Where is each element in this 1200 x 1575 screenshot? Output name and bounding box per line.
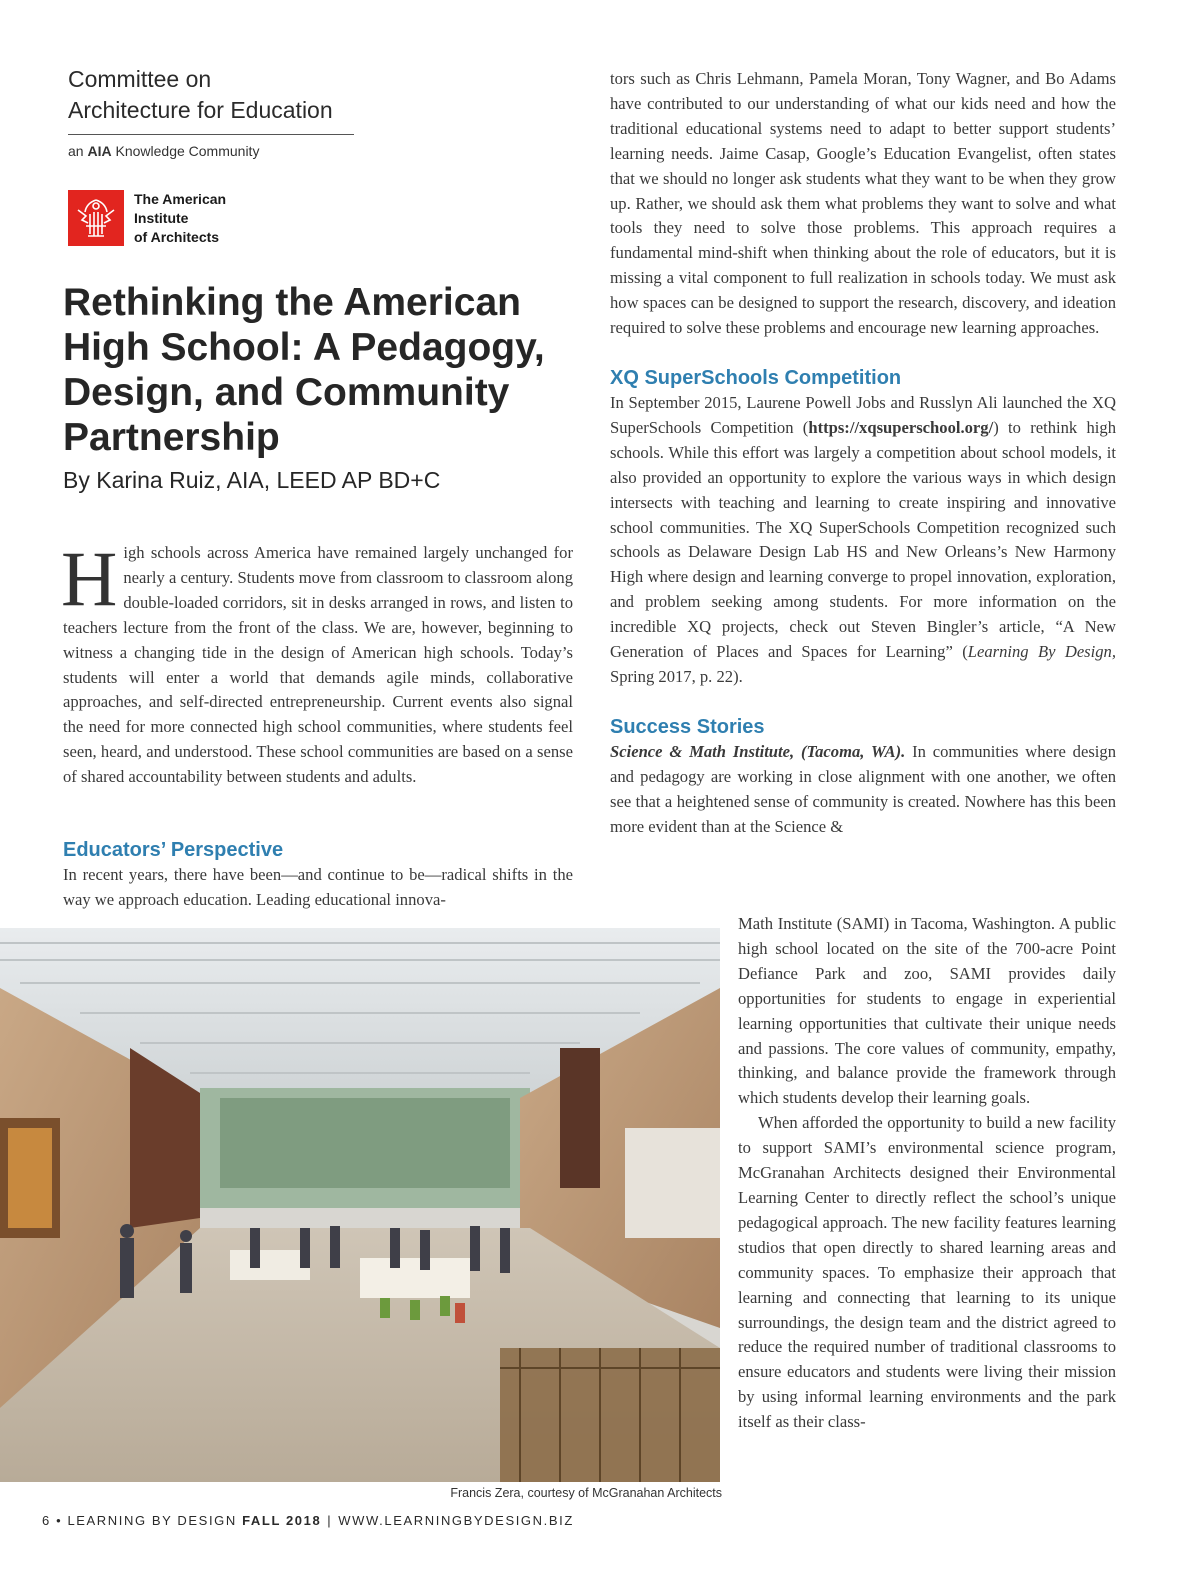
- issue-label: FALL 2018: [242, 1513, 322, 1528]
- xq-text-c: Spring 2017, p. 22).: [610, 666, 743, 686]
- educators-paragraph: In recent years, there have been—and continue to be—radical shifts in the way we approach education. Leading educational innova-: [63, 865, 573, 909]
- learning-center-photo: [0, 928, 720, 1482]
- aia-name-line-1: The American: [134, 191, 227, 207]
- knowledge-prefix: an: [68, 143, 84, 159]
- success-paragraph-2: When afforded the opportunity to build a new facility to support SAMI’s environmental science program, McGranahan Architects designed their Environmental Learning Center to directly reflect the school’s unique pedagogical approach. The new facility features learning studios that open directly to shared learning areas and community spaces. To emphasize their approach that learning and connecting that learning to its unique surroundings, the design team and the district agreed to reduce the required number of traditional classrooms to ensure educators and students were living their mission by using informal learning environments and the park itself as their class-: [738, 1113, 1116, 1432]
- success-paragraph-1: [610, 740, 1116, 840]
- intro-text: igh schools across America have remained largely unchanged for nearly a century. Students move from classroom to classroom along double-loaded corridors, sit in desks arranged in rows, and listen to teachers lecture from the front of the class. We are, however, beginning to witness a changing tide in the design of American high schools. Today’s students will enter a world that demands agile minds, collaborative approaches, and self-directed entrepreneurship. Current events also signal the need for more connected high school communities, where students feel seen, heard, and understood. These school communities are based on a sense of shared accountability between students and adults.: [63, 543, 573, 787]
- page-footer: [42, 1513, 574, 1528]
- drop-cap: H: [61, 535, 118, 622]
- right-column: [610, 67, 1116, 839]
- article-byline: By Karina Ruiz, AIA, LEED AP BD+C: [63, 467, 441, 493]
- xq-paragraph: [610, 391, 1116, 690]
- photo-illustration: [0, 928, 720, 1482]
- success-text-1a: In communities where design and pedagogy are working in close alignment with one another, we often see that a heightened sense of community is created. Nowhere has this been more evident than at the Science &: [610, 741, 1116, 836]
- footer-bullet: •: [56, 1513, 63, 1528]
- article-title: Rethinking the American High School: A Pedagogy, Design, and Community Partnership: [63, 281, 545, 459]
- xq-text-b: ) to rethink high schools. While this effort was largely a competition about school models, it also provided an opportunity to explore the various ways in which design intersects with teaching and learning to create inspiring and innovative school communities. The XQ SuperSchools Competition recognized such schools as Delaware Design Lab HS and New Orleans’s New Harmony High where design and learning converge to propel innovation, exploration, and problem seeking among students. For more information on the incredible XQ projects, check out Steven Bingler’s article, “A New Generation of Places and Spaces for Learning” (: [610, 417, 1116, 662]
- aia-name-line-2: Institute: [134, 210, 189, 226]
- intro-column: [61, 535, 573, 790]
- magazine-name: LEARNING BY DESIGN: [67, 1513, 237, 1528]
- footer-divider: |: [327, 1513, 333, 1528]
- xq-text-a: In September 2015, Laurene Powell Jobs and Russlyn Ali launched the XQ SuperSchools Competition (: [610, 392, 1116, 437]
- committee-line-1: Committee on: [68, 66, 212, 92]
- success-text-1b: Math Institute (SAMI) in Tacoma, Washington. A public high school located on the site of the 700-acre Point Defiance Park and zoo, SAMI provides daily opportunities for students to engage in experiential learning opportunities that cultivate their unique needs and passions. The core values of community, empathy, thinking, and balance provide the framework through which students develop their learning goals.: [738, 914, 1116, 1108]
- aia-name-line-3: of Architects: [134, 229, 220, 245]
- success-heading: Success Stories: [610, 715, 765, 738]
- xq-link[interactable]: https://xqsuperschool.org/: [808, 417, 994, 437]
- website[interactable]: WWW.LEARNINGBYDESIGN.BIZ: [338, 1513, 574, 1528]
- committee-header: [68, 64, 358, 159]
- knowledge-community-line: [68, 143, 358, 159]
- photo-caption: Francis Zera, courtesy of McGranahan Architects: [450, 1486, 722, 1500]
- knowledge-suffix: Knowledge Community: [115, 143, 260, 159]
- xq-section: [610, 365, 1116, 690]
- intro-paragraph: [61, 535, 573, 790]
- committee-line-2: Architecture for Education: [68, 97, 333, 123]
- xq-publication: Learning By Design,: [967, 642, 1116, 662]
- aia-logo: [68, 190, 226, 247]
- educators-heading: Educators’ Perspective: [63, 839, 284, 861]
- aia-name: [134, 190, 226, 247]
- aia-eagle-icon: [68, 190, 124, 246]
- educators-column: [63, 837, 573, 913]
- page-number: 6: [42, 1513, 51, 1528]
- committee-rule: [68, 134, 354, 135]
- right-column-wrap: [738, 912, 1116, 1435]
- educators-continued: tors such as Chris Lehmann, Pamela Moran, Tony Wagner, and Bo Adams have contributed to our understanding of what our kids need and how the traditional educational systems need to adapt to better support students’ learning needs. Jaime Casap, Google’s Education Evangelist, often states that we should no longer ask students what they want to be when they grow up. Rather, we should ask them what problems they want to solve and what tools they need to solve those problems. This approach requires a fundamental mind-shift when thinking about the role of educators, but it is missing a vital component to full realization in schools today. We must ask how spaces can be designed to support the research, discovery, and ideation required to solve these problems and encourage new learning approaches.: [610, 69, 1116, 338]
- success-section: [610, 714, 1116, 840]
- success-lead: Science & Math Institute, (Tacoma, WA).: [610, 741, 906, 761]
- knowledge-aia: AIA: [87, 143, 112, 159]
- xq-heading: XQ SuperSchools Competition: [610, 366, 902, 389]
